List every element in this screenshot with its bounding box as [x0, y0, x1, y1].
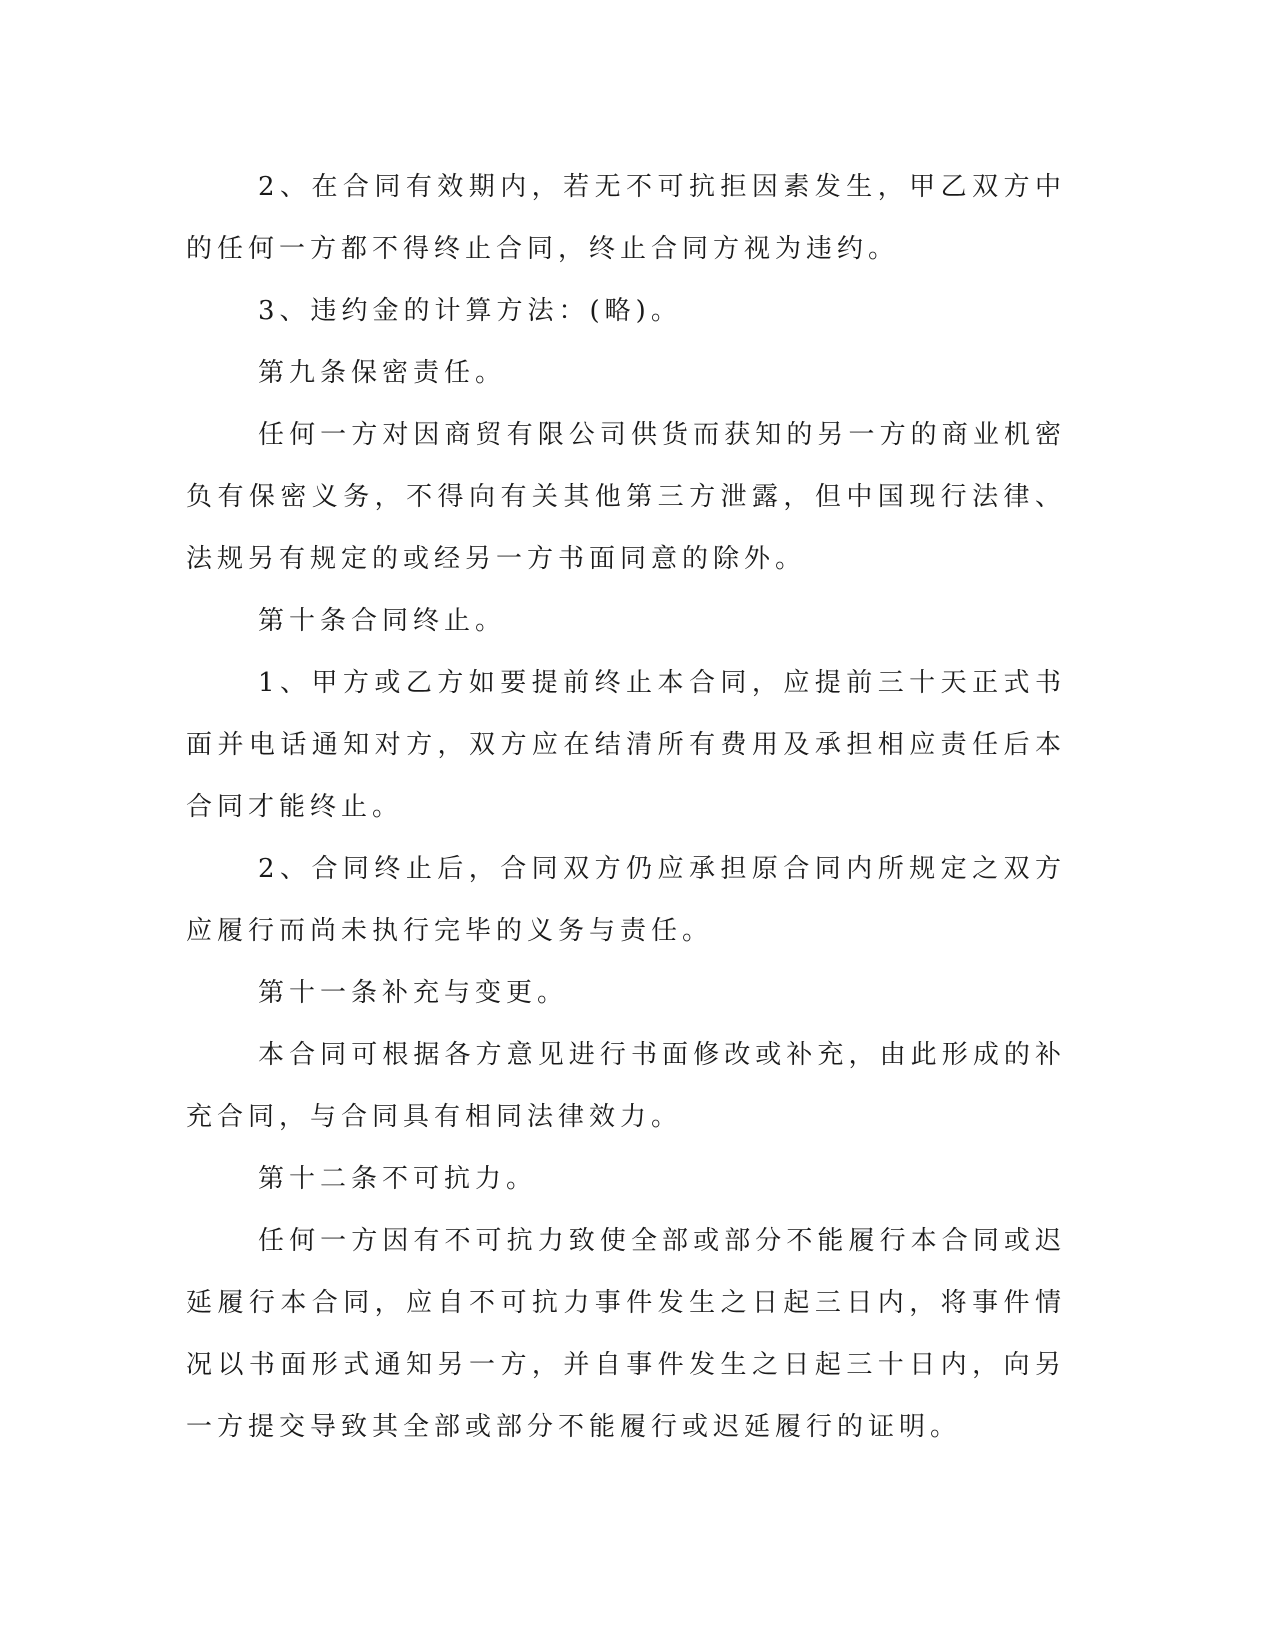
heading-article-9: 第九条保密责任。 — [258, 358, 507, 388]
paragraph-post-termination: 2、合同终止后，合同双方仍应承担原合同内所规定之双方应履行而尚未执行完毕的义务与责任。 — [186, 854, 1066, 946]
heading-article-10: 第十条合同终止。 — [258, 606, 507, 636]
heading-article-11: 第十一条补充与变更。 — [258, 978, 569, 1008]
document-body — [186, 156, 1066, 1458]
paragraph-confidentiality: 任何一方对因商贸有限公司供货而获知的另一方的商业机密负有保密义务，不得向有关其他第三方泄露，但中国现行法律、法规另有规定的或经另一方书面同意的除外。 — [186, 420, 1066, 574]
paragraph-amendment: 本合同可根据各方意见进行书面修改或补充，由此形成的补充合同，与合同具有相同法律效力。 — [186, 1040, 1066, 1132]
paragraph-early-termination: 1、甲方或乙方如要提前终止本合同，应提前三十天正式书面并电话通知对方，双方应在结清所有费用及承担相应责任后本合同才能终止。 — [186, 668, 1066, 822]
heading-article-12: 第十二条不可抗力。 — [258, 1164, 538, 1194]
paragraph-penalty-calculation: 3、违约金的计算方法：(略)。 — [258, 296, 682, 326]
paragraph-breach-termination: 2、在合同有效期内，若无不可抗拒因素发生，甲乙双方中的任何一方都不得终止合同，终止合同方视为违约。 — [186, 172, 1066, 264]
paragraph-force-majeure: 任何一方因有不可抗力致使全部或部分不能履行本合同或迟延履行本合同，应自不可抗力事件发生之日起三日内，将事件情况以书面形式通知另一方，并自事件发生之日起三十日内，向另一方提交导致其全部或部分不能履行或迟延履行的证明。 — [186, 1226, 1066, 1442]
